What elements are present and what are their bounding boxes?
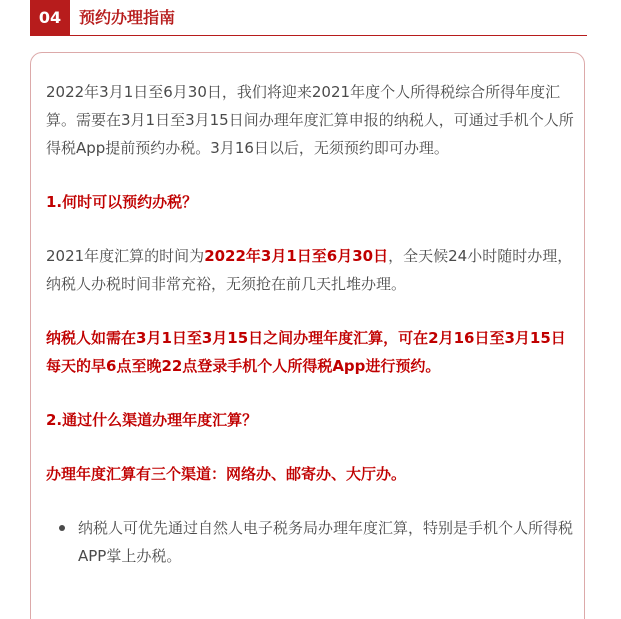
answer-1-suffix: ，全天候24小时随时办理，纳税人办税时间非常充裕，无须抢在前几天扎堆办理。 <box>46 247 573 293</box>
list-item <box>46 514 580 570</box>
section-header <box>30 0 587 36</box>
bullet-dot-icon <box>59 525 65 531</box>
section-title: 预约办理指南 <box>79 8 176 27</box>
answer-1-prefix: 2021年度汇算的时间为 <box>46 247 205 265</box>
question-2-heading: 2.通过什么渠道办理年度汇算？ <box>46 411 258 429</box>
question-1-heading: 1.何时可以预约办税？ <box>46 193 198 211</box>
question-2-answer: 办理年度汇算有三个渠道：网络办、邮寄办、大厅办。 <box>46 465 407 483</box>
question-1-note: 纳税人如需在3月1日至3月15日之间办理年度汇算，可在2月16日至3月15日每天的早6点至晚22点登录手机个人所得税App进行预约。 <box>46 329 566 375</box>
article-body <box>46 78 580 570</box>
section-number-badge: 04 <box>30 0 70 36</box>
bullet-text: 纳税人可优先通过自然人电子税务局办理年度汇算，特别是手机个人所得税APP掌上办税。 <box>78 519 574 565</box>
answer-1-highlight: 2022年3月1日至6月30日 <box>204 247 389 265</box>
question-1-answer <box>46 242 580 298</box>
intro-paragraph: 2022年3月1日至6月30日，我们将迎来2021年度个人所得税综合所得年度汇算。需要在3月1日至3月15日间办理年度汇算申报的纳税人，可通过手机个人所得税App提前预约办税。3月16日以后，无须预约即可办理。 <box>46 83 574 157</box>
header-underline <box>70 35 587 36</box>
